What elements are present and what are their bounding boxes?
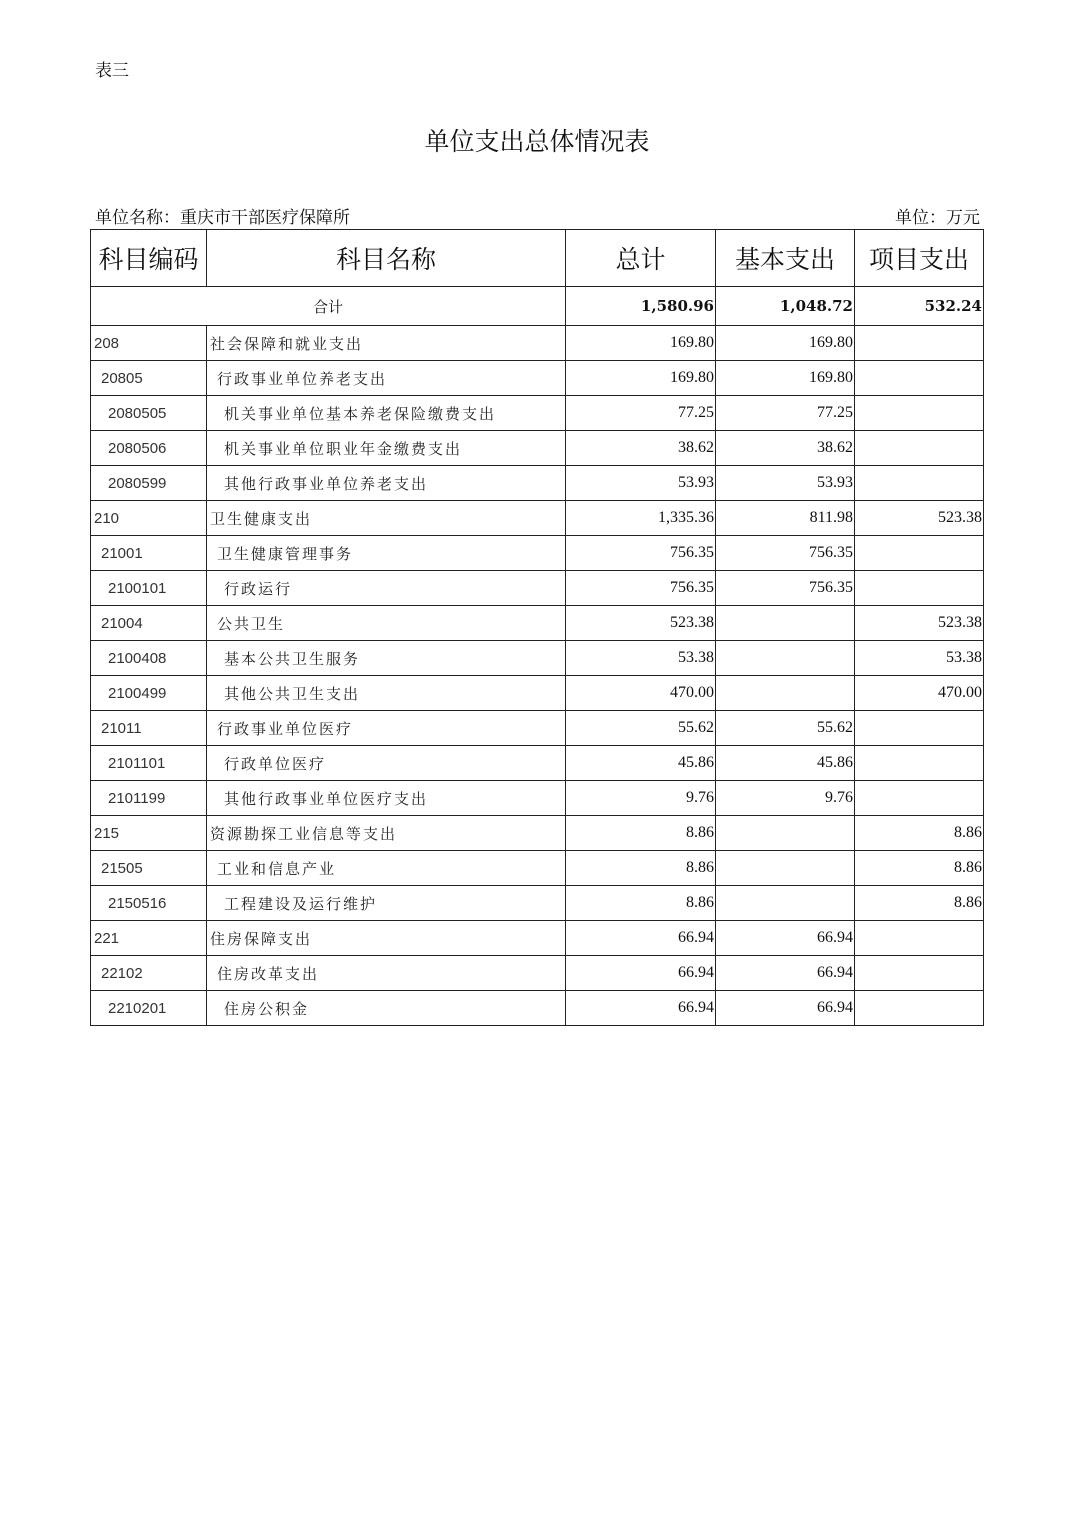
cell-project [855,466,984,501]
table-row [91,781,984,816]
expenditure-table [90,229,984,1026]
total-label: 合计 [91,287,566,326]
cell-name: 行政运行 [207,571,566,606]
cell-total: 66.94 [566,921,716,956]
cell-code: 215 [91,816,207,851]
cell-total: 169.80 [566,326,716,361]
cell-name: 基本公共卫生服务 [207,641,566,676]
cell-code: 21001 [91,536,207,571]
unit-name-label: 单位名称：重庆市干部医疗保障所 [95,208,350,228]
total-project: 532.24 [855,287,984,326]
cell-project [855,781,984,816]
cell-basic: 169.80 [716,361,855,396]
table-row [91,921,984,956]
table-row [91,326,984,361]
cell-code: 2080505 [91,396,207,431]
header-name: 科目名称 [207,230,566,287]
cell-code: 2080599 [91,466,207,501]
cell-project [855,991,984,1026]
cell-project: 523.38 [855,606,984,641]
cell-project: 8.86 [855,816,984,851]
cell-code: 21011 [91,711,207,746]
header-basic: 基本支出 [716,230,855,287]
cell-code: 2101101 [91,746,207,781]
cell-total: 8.86 [566,816,716,851]
cell-code: 21004 [91,606,207,641]
cell-code: 2150516 [91,886,207,921]
total-sum: 1,580.96 [566,287,716,326]
cell-total: 756.35 [566,571,716,606]
cell-name: 公共卫生 [207,606,566,641]
table-row [91,641,984,676]
cell-code: 20805 [91,361,207,396]
cell-project [855,326,984,361]
cell-code: 210 [91,501,207,536]
cell-name: 卫生健康支出 [207,501,566,536]
cell-name: 卫生健康管理事务 [207,536,566,571]
cell-total: 8.86 [566,886,716,921]
cell-name: 行政单位医疗 [207,746,566,781]
cell-name: 住房保障支出 [207,921,566,956]
cell-project: 8.86 [855,886,984,921]
table-row [91,396,984,431]
table-row [91,361,984,396]
header-row [91,230,984,287]
cell-code: 2100408 [91,641,207,676]
cell-project [855,746,984,781]
cell-project: 8.86 [855,851,984,886]
cell-basic: 53.93 [716,466,855,501]
cell-basic: 55.62 [716,711,855,746]
cell-code: 2100499 [91,676,207,711]
table-row [91,536,984,571]
cell-project [855,711,984,746]
cell-total: 66.94 [566,991,716,1026]
header-total: 总计 [566,230,716,287]
table-row [91,501,984,536]
cell-name: 其他公共卫生支出 [207,676,566,711]
cell-project [855,361,984,396]
cell-project [855,431,984,466]
cell-basic: 811.98 [716,501,855,536]
cell-name: 机关事业单位职业年金缴费支出 [207,431,566,466]
cell-project: 523.38 [855,501,984,536]
table-row [91,466,984,501]
cell-basic: 756.35 [716,536,855,571]
cell-project: 53.38 [855,641,984,676]
cell-code: 22102 [91,956,207,991]
cell-total: 9.76 [566,781,716,816]
cell-total: 53.38 [566,641,716,676]
cell-total: 53.93 [566,466,716,501]
cell-basic [716,606,855,641]
cell-code: 21505 [91,851,207,886]
cell-basic: 66.94 [716,921,855,956]
cell-basic [716,851,855,886]
header-code: 科目编码 [91,230,207,287]
table-number-label: 表三 [95,61,129,81]
cell-name: 社会保障和就业支出 [207,326,566,361]
cell-basic: 9.76 [716,781,855,816]
cell-name: 工程建设及运行维护 [207,886,566,921]
table-row [91,851,984,886]
cell-total: 470.00 [566,676,716,711]
table-row [91,746,984,781]
cell-code: 2080506 [91,431,207,466]
cell-name: 工业和信息产业 [207,851,566,886]
cell-basic: 66.94 [716,956,855,991]
cell-total: 756.35 [566,536,716,571]
table-row [91,431,984,466]
cell-total: 66.94 [566,956,716,991]
cell-project: 470.00 [855,676,984,711]
header-project: 项目支出 [855,230,984,287]
cell-total: 1,335.36 [566,501,716,536]
table-row [91,886,984,921]
cell-basic [716,641,855,676]
cell-basic: 66.94 [716,991,855,1026]
cell-basic: 45.86 [716,746,855,781]
cell-basic [716,816,855,851]
cell-project [855,571,984,606]
cell-project [855,956,984,991]
cell-basic: 38.62 [716,431,855,466]
cell-basic: 169.80 [716,326,855,361]
cell-code: 208 [91,326,207,361]
cell-name: 其他行政事业单位医疗支出 [207,781,566,816]
cell-total: 45.86 [566,746,716,781]
cell-basic: 77.25 [716,396,855,431]
cell-total: 523.38 [566,606,716,641]
cell-code: 221 [91,921,207,956]
cell-basic: 756.35 [716,571,855,606]
table-row [91,991,984,1026]
total-basic: 1,048.72 [716,287,855,326]
cell-name: 行政事业单位养老支出 [207,361,566,396]
cell-total: 38.62 [566,431,716,466]
table-row [91,956,984,991]
cell-code: 2100101 [91,571,207,606]
cell-name: 其他行政事业单位养老支出 [207,466,566,501]
cell-total: 169.80 [566,361,716,396]
cell-project [855,536,984,571]
table-row [91,816,984,851]
cell-basic [716,886,855,921]
cell-code: 2101199 [91,781,207,816]
currency-unit-label: 单位：万元 [895,208,980,228]
cell-total: 55.62 [566,711,716,746]
total-row [91,287,984,326]
cell-name: 资源勘探工业信息等支出 [207,816,566,851]
table-row [91,711,984,746]
cell-basic [716,676,855,711]
cell-name: 机关事业单位基本养老保险缴费支出 [207,396,566,431]
cell-name: 住房公积金 [207,991,566,1026]
table-row [91,676,984,711]
cell-name: 住房改革支出 [207,956,566,991]
table-row [91,571,984,606]
page-title: 单位支出总体情况表 [424,127,650,156]
cell-code: 2210201 [91,991,207,1026]
cell-total: 8.86 [566,851,716,886]
table-row [91,606,984,641]
cell-name: 行政事业单位医疗 [207,711,566,746]
cell-project [855,396,984,431]
cell-total: 77.25 [566,396,716,431]
cell-project [855,921,984,956]
